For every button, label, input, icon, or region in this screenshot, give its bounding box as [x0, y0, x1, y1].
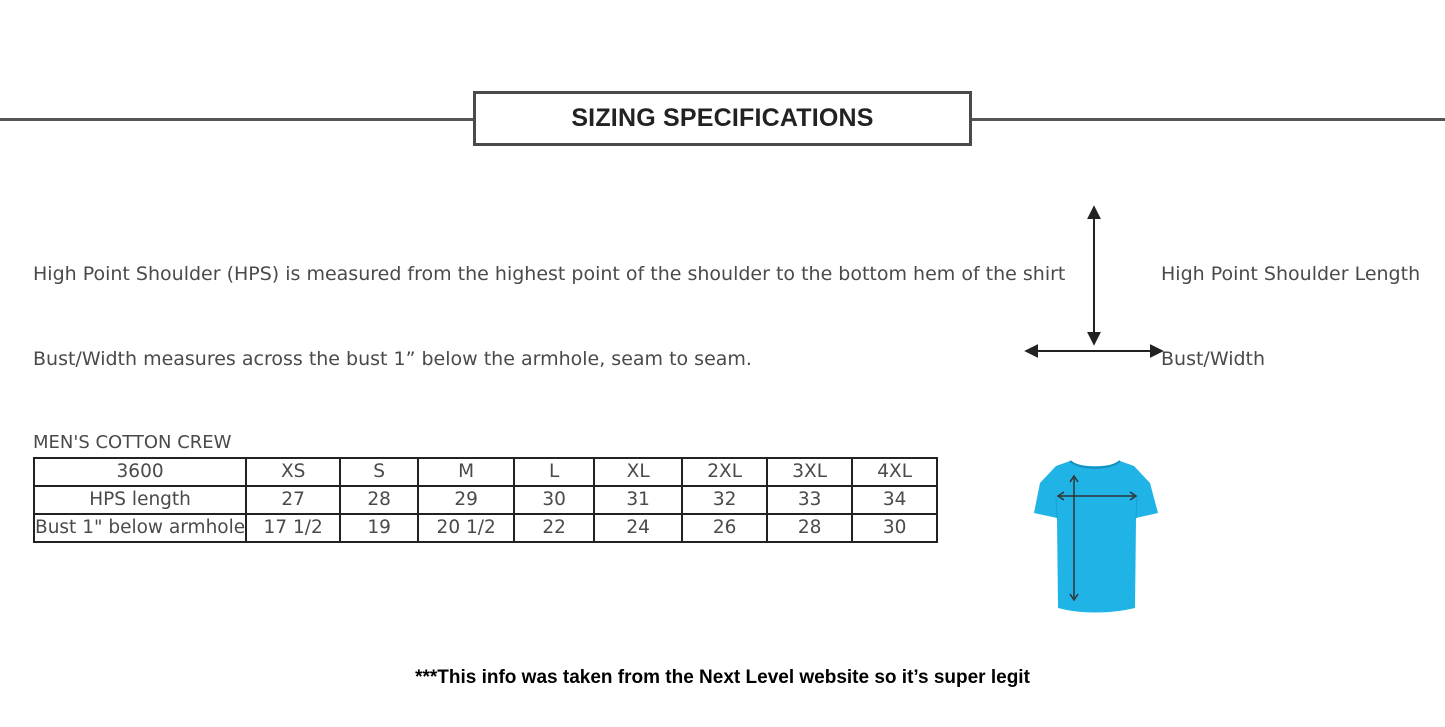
- table-row: [34, 514, 937, 542]
- hps-length-label: High Point Shoulder Length: [1161, 263, 1421, 285]
- table-cell: 4XL: [852, 458, 937, 486]
- table-cell: 34: [852, 486, 937, 514]
- table-cell: 3XL: [767, 458, 852, 486]
- table-row: [34, 486, 937, 514]
- sizing-table: [33, 457, 938, 543]
- table-caption: MEN'S COTTON CREW: [33, 432, 232, 453]
- table-cell: 30: [852, 514, 937, 542]
- table-cell: 32: [682, 486, 767, 514]
- table-cell: Bust 1" below armhole: [34, 514, 246, 542]
- table-cell: XS: [246, 458, 340, 486]
- table-cell: 31: [594, 486, 682, 514]
- table-cell: M: [418, 458, 514, 486]
- table-cell: 2XL: [682, 458, 767, 486]
- table-cell: HPS length: [34, 486, 246, 514]
- table-cell: L: [514, 458, 594, 486]
- table-cell: 28: [340, 486, 418, 514]
- header-rule-left: [0, 118, 474, 121]
- footnote: ***This info was taken from the Next Level website so it’s super legit: [415, 667, 1030, 688]
- table-cell: S: [340, 458, 418, 486]
- tshirt-icon: [1030, 458, 1160, 615]
- table-cell: 26: [682, 514, 767, 542]
- table-cell: 22: [514, 514, 594, 542]
- table-cell: 33: [767, 486, 852, 514]
- table-cell: 28: [767, 514, 852, 542]
- table-cell: 17 1/2: [246, 514, 340, 542]
- table-cell: 27: [246, 486, 340, 514]
- table-cell: 29: [418, 486, 514, 514]
- table-header-row: [34, 458, 937, 486]
- table-cell: XL: [594, 458, 682, 486]
- title-box: [473, 91, 972, 146]
- page-title: SIZING SPECIFICATIONS: [571, 104, 874, 132]
- table-cell: 3600: [34, 458, 246, 486]
- table-cell: 24: [594, 514, 682, 542]
- bust-width-label: Bust/Width: [1161, 348, 1266, 370]
- header-rule-right: [970, 118, 1445, 121]
- measurement-arrows-icon: [1018, 198, 1168, 363]
- bust-description: Bust/Width measures across the bust 1” below the armhole, seam to seam.: [33, 348, 752, 370]
- hps-description: High Point Shoulder (HPS) is measured from the highest point of the shoulder to the bottom hem of the shirt: [33, 263, 1066, 285]
- table-cell: 19: [340, 514, 418, 542]
- table-cell: 20 1/2: [418, 514, 514, 542]
- table-cell: 30: [514, 486, 594, 514]
